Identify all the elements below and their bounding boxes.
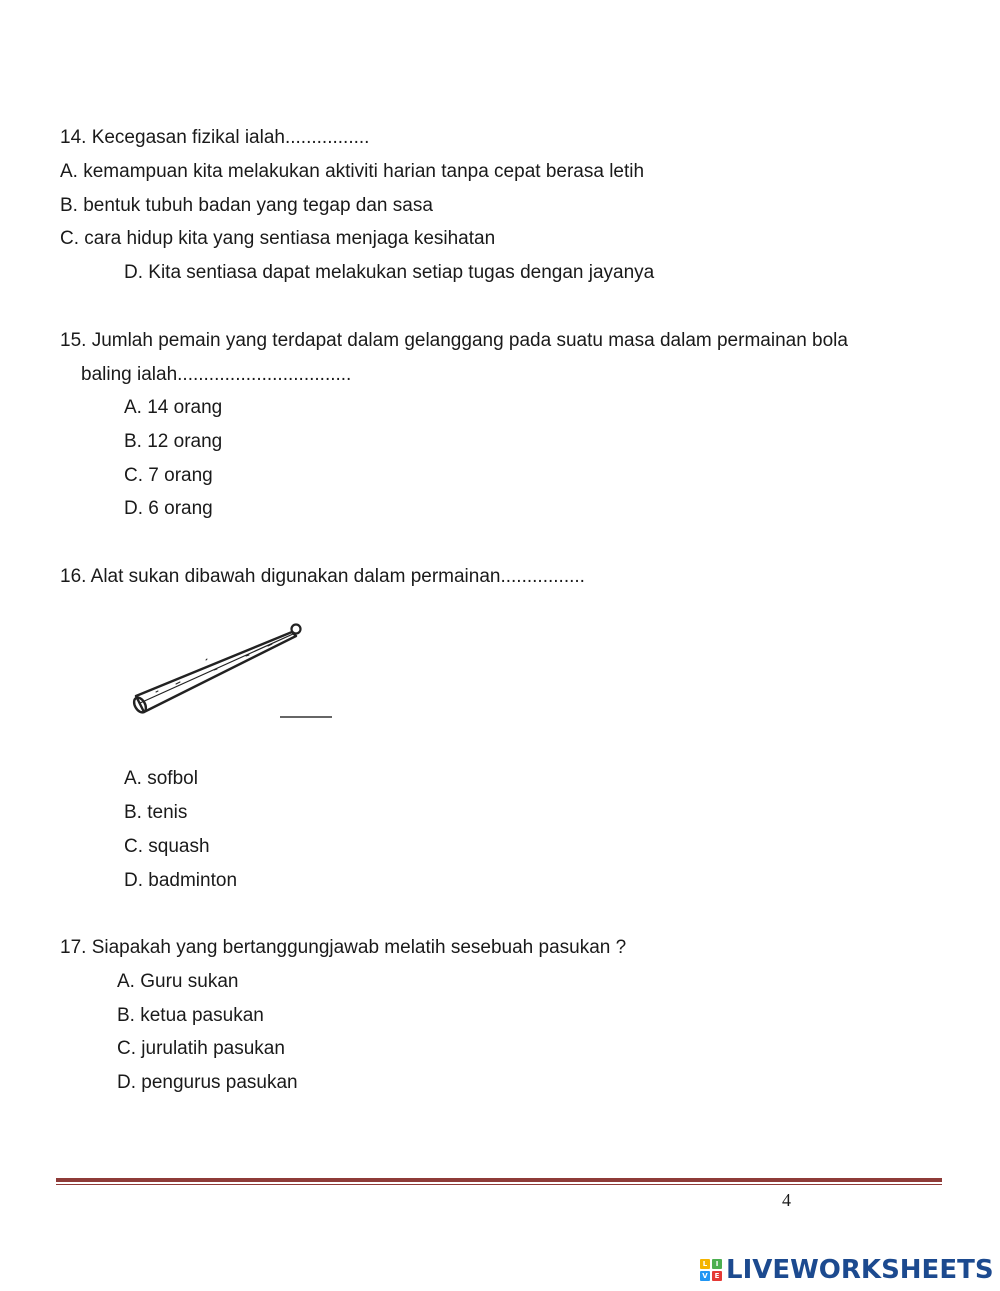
question-15-stem-continued: baling ialah................................. (81, 364, 352, 385)
question-16-option-a: A. sofbol (124, 768, 198, 789)
question-16-option-b: B. tenis (124, 802, 188, 823)
page-number: 4 (782, 1190, 791, 1210)
liveworksheets-wordmark: LIVEWORKSHEETS (726, 1255, 994, 1285)
question-17-option-d: D. pengurus pasukan (117, 1072, 298, 1093)
question-15-option-b: B. 12 orang (124, 431, 223, 452)
question-14-option-a: A. kemampuan kita melakukan aktiviti harian tanpa cepat berasa letih (60, 161, 645, 182)
question-14-option-b: B. bentuk tubuh badan yang tegap dan sasa (60, 195, 433, 216)
question-15-option-d: D. 6 orang (124, 498, 213, 519)
question-17-option-c: C. jurulatih pasukan (117, 1038, 285, 1059)
footer-divider (56, 1178, 942, 1186)
question-16-stem: 16. Alat sukan dibawah digunakan dalam permainan................ (60, 566, 585, 587)
bat-icon (96, 612, 336, 724)
liveworksheets-logo (700, 1256, 994, 1284)
question-14-stem: 14. Kecegasan fizikal ialah................ (60, 127, 370, 148)
question-15-option-a: A. 14 orang (124, 397, 223, 418)
question-14-option-c: C. cara hidup kita yang sentiasa menjaga kesihatan (60, 228, 496, 249)
question-16-option-c: C. squash (124, 836, 210, 857)
liveworksheets-blocks-icon: L I V E (700, 1259, 722, 1281)
question-15-option-c: C. 7 orang (124, 465, 213, 486)
question-17-option-b: B. ketua pasukan (117, 1005, 264, 1026)
question-17-option-a: A. Guru sukan (117, 971, 239, 992)
question-17-stem: 17. Siapakah yang bertanggungjawab melatih sesebuah pasukan ? (60, 937, 627, 958)
question-16-option-d: D. badminton (124, 870, 238, 891)
question-15-stem: 15. Jumlah pemain yang terdapat dalam gelanggang pada suatu masa dalam permainan bola (60, 330, 848, 351)
question-14-option-d: D. Kita sentiasa dapat melakukan setiap tugas dengan jayanya (124, 262, 655, 283)
